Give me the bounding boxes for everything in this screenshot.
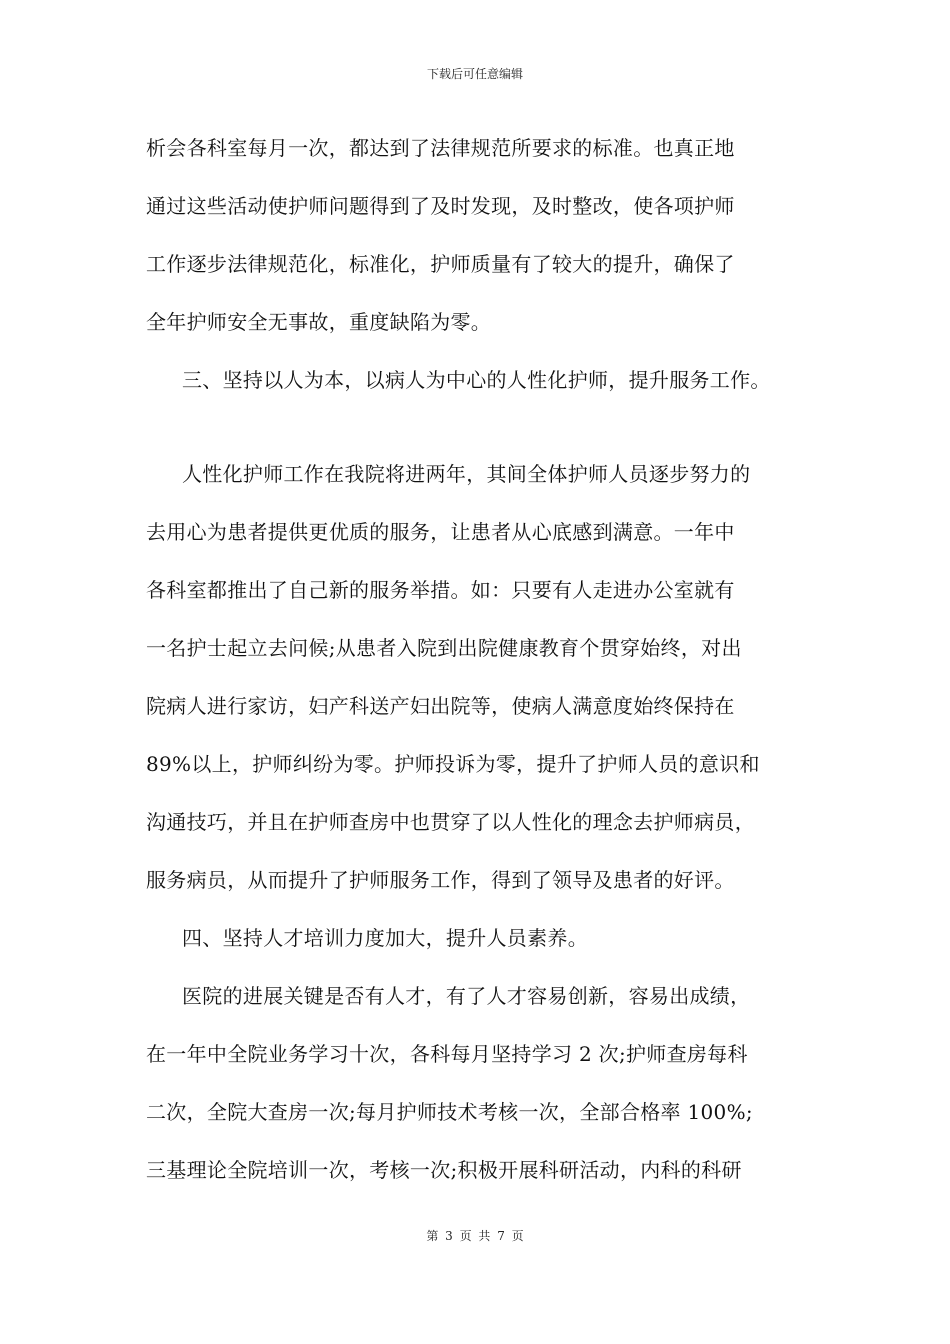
text-line: 全年护师安全无事故，重度缺陷为零。 <box>146 310 492 334</box>
text-line: 去用心为患者提供更优质的服务，让患者从心底感到满意。一年中 <box>146 520 735 544</box>
text-line: 沟通技巧，并且在护师查房中也贯穿了以人性化的理念去护师病员， <box>146 810 755 834</box>
text-line: 院病人进行家访，妇产科送产妇出院等，使病人满意度始终保持在 <box>146 694 735 718</box>
page-header: 下载后可任意编辑 <box>426 67 523 81</box>
text-line: 在一年中全院业务学习十次，各科每月坚持学习 2 次;护师查房每科 <box>146 1042 748 1066</box>
text-line: 析会各科室每月一次，都达到了法律规范所要求的标准。也真正地 <box>146 136 735 160</box>
paragraph-gap <box>146 418 822 454</box>
text-line: 各科室都推出了自己新的服务举措。如：只要有人走进办公室就有 <box>146 578 735 602</box>
document-body <box>146 128 822 1208</box>
text-line: 通过这些活动使护师问题得到了及时发现，及时整改，使各项护师 <box>146 194 735 218</box>
section-heading: 四、坚持人才培训力度加大，提升人员素养。 <box>182 926 588 950</box>
page-footer: 第 3 页 共 7 页 <box>426 1229 524 1243</box>
text-line: 二次，全院大查房一次;每月护师技术考核一次，全部合格率 100%; <box>146 1100 753 1124</box>
text-line: 服务病员，从而提升了护师服务工作，得到了领导及患者的好评。 <box>146 868 735 892</box>
text-line: 89%以上，护师纠纷为零。护师投诉为零，提升了护师人员的意识和 <box>146 752 760 776</box>
text-line: 人性化护师工作在我院将进两年，其间全体护师人员逐步努力的 <box>182 462 751 486</box>
text-line: 一名护士起立去问候;从患者入院到出院健康教育个贯穿始终，对出 <box>146 636 742 660</box>
text-line: 三基理论全院培训一次，考核一次;积极开展科研活动，内科的科研 <box>146 1158 742 1182</box>
text-line: 工作逐步法律规范化，标准化，护师质量有了较大的提升，确保了 <box>146 252 735 276</box>
section-heading: 三、坚持以人为本，以病人为中心的人性化护师，提升服务工作。 <box>182 368 771 392</box>
text-line: 医院的进展关键是否有人才，有了人才容易创新，容易出成绩， <box>182 984 751 1008</box>
